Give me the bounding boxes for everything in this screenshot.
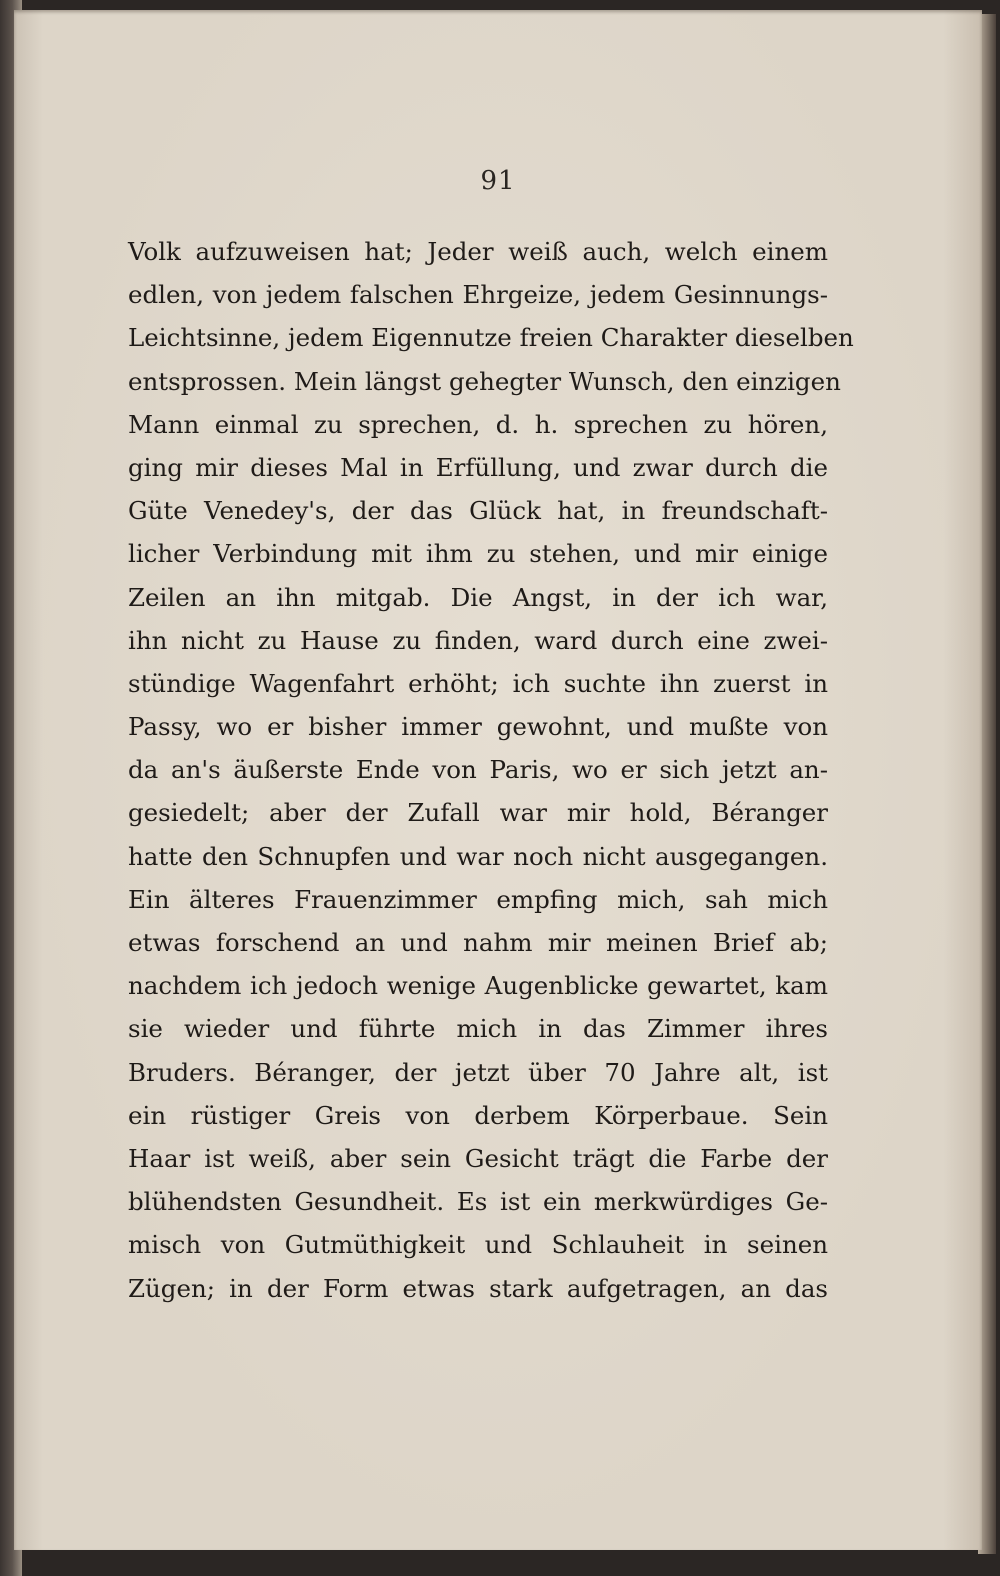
text-line: sie wieder und führte mich in das Zimmer ihres [128, 1014, 828, 1044]
text-line: ging mir dieses Mal in Erfüllung, und zwar durch die [128, 452, 828, 482]
text-line: hatte den Schnupfen und war noch nicht ausgegangen. [128, 841, 828, 871]
text-line: Bruders. Béranger, der jetzt über 70 Jahre alt, ist [128, 1057, 828, 1087]
text-line: Güte Venedey's, der das Glück hat, in freundschaft- [128, 496, 828, 526]
text-line: misch von Gutmüthigkeit und Schlauheit in seinen [128, 1230, 828, 1260]
text-line: edlen, von jedem falschen Ehrgeize, jedem Gesinnungs- [128, 280, 828, 310]
text-line: gesiedelt; aber der Zufall war mir hold, Béranger [128, 798, 828, 828]
text-line: Ein älteres Frauenzimmer empfing mich, sah mich [128, 884, 828, 914]
text-line: ein rüstiger Greis von derbem Körperbaue. Sein [128, 1100, 828, 1130]
text-line: da an's äußerste Ende von Paris, wo er sich jetzt an- [128, 755, 828, 785]
text-line: entsprossen. Mein längst gehegter Wunsch, den einzigen [128, 366, 841, 396]
text-line: Haar ist weiß, aber sein Gesicht trägt die Farbe der [128, 1143, 828, 1173]
text-line: Leichtsinne, jedem Eigennutze freien Charakter dieselben [128, 323, 854, 353]
text-line: etwas forschend an und nahm mir meinen Brief ab; [128, 928, 828, 957]
text-line: Zeilen an ihn mitgab. Die Angst, in der ich war, [128, 582, 828, 612]
text-line: Mann einmal zu sprechen, d. h. sprechen zu hören, [128, 409, 828, 439]
page-body-text [128, 230, 854, 1310]
text-line: stündige Wagenfahrt erhöht; ich suchte ihn zuerst in [128, 668, 828, 698]
text-line: nachdem ich jedoch wenige Augenblicke gewartet, kam [128, 971, 828, 1001]
text-line: Passy, wo er bisher immer gewohnt, und mußte von [128, 712, 828, 742]
text-line: blühendsten Gesundheit. Es ist ein merkwürdiges Ge- [128, 1187, 828, 1217]
text-line: Volk aufzuweisen hat; Jeder weiß auch, welch einem [128, 237, 828, 266]
text-line: ihn nicht zu Hause zu finden, ward durch eine zwei- [128, 625, 828, 655]
book-page [14, 10, 982, 1550]
text-line: Zügen; in der Form etwas stark aufgetragen, an das [128, 1273, 828, 1303]
page-number: 91 [480, 166, 516, 196]
text-line: licher Verbindung mit ihm zu stehen, und mir einige [128, 539, 828, 569]
